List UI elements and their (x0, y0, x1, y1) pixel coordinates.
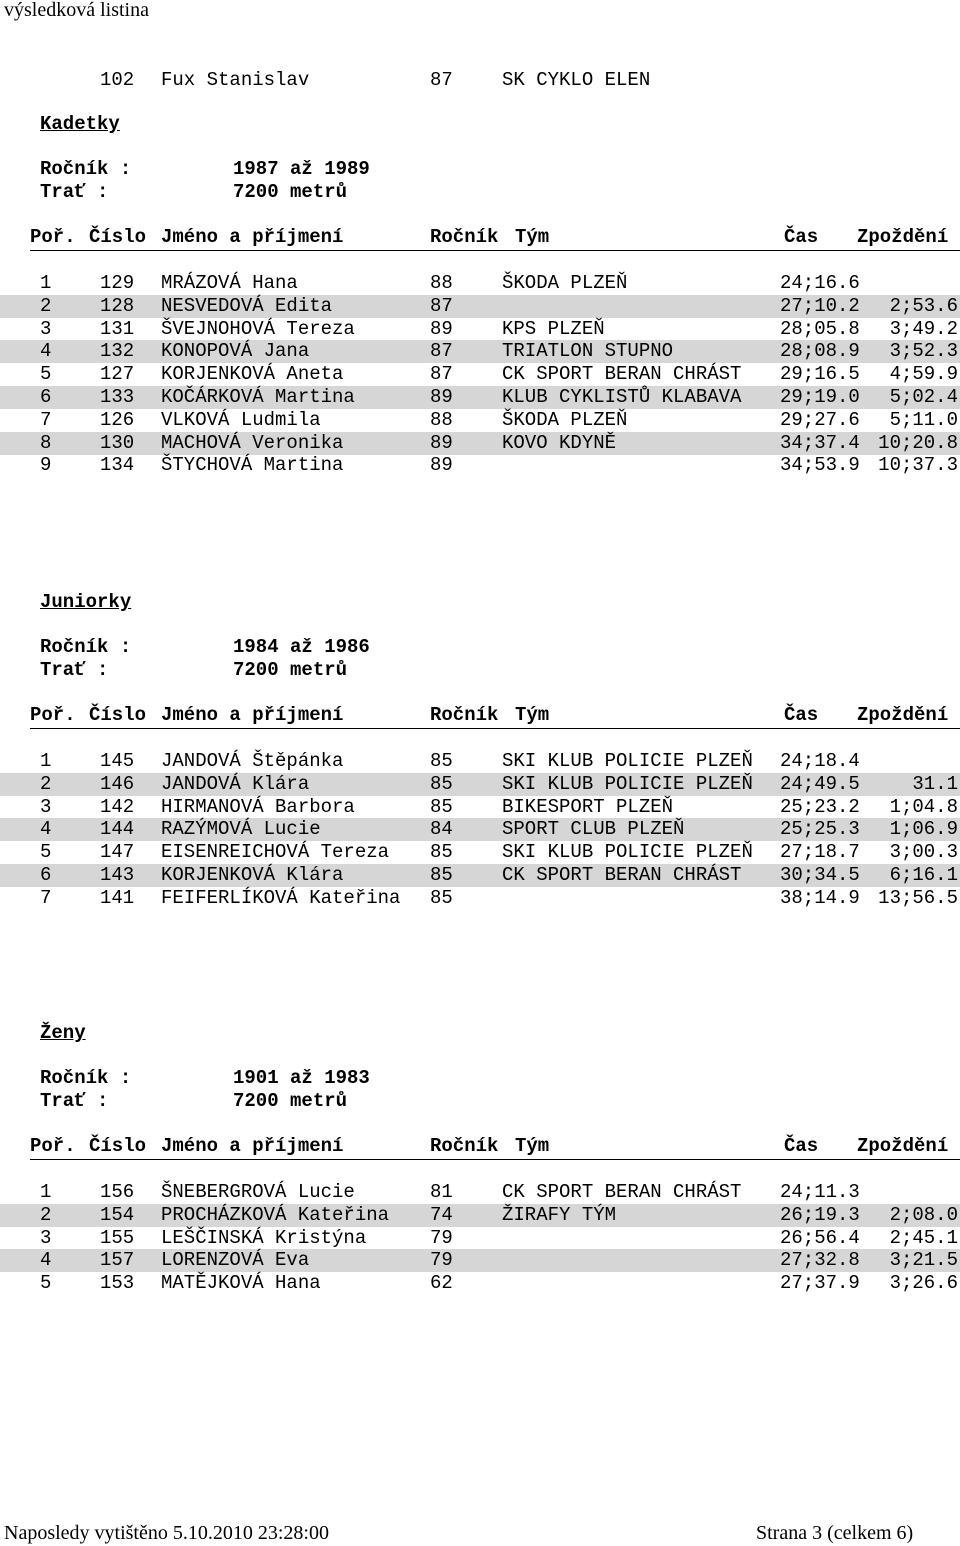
zpozdeni-cell: 5;02.4 (889, 386, 958, 408)
tym-cell: CK SPORT BERAN CHRÁST (502, 1181, 742, 1203)
trat-label: Trať : (40, 659, 109, 681)
rocnik-cell: 89 (430, 317, 453, 340)
cislo-cell: 102 (100, 69, 135, 91)
tym-cell: ŠKODA PLZEŇ (502, 272, 628, 294)
cas-cell: 24;18.4 (780, 750, 860, 772)
table-row (0, 864, 960, 887)
por-cell: 2 (40, 294, 52, 317)
zpozdeni-cell: 5;11.0 (889, 408, 958, 431)
cas-cell: 34;37.4 (780, 431, 860, 454)
rocnik-label: Ročník : (40, 1067, 132, 1089)
header-por: Poř. (30, 704, 76, 726)
rocnik-cell: 89 (430, 431, 453, 454)
cislo-cell: 146 (100, 772, 135, 795)
cas-cell: 29;27.6 (780, 408, 860, 431)
table-row (0, 409, 960, 432)
zpozdeni-cell: 4;59.9 (889, 363, 958, 386)
por-cell: 9 (40, 454, 52, 477)
jmeno-cell: HIRMANOVÁ Barbora (161, 795, 355, 818)
table-row (0, 818, 960, 841)
cas-cell: 24;16.6 (780, 272, 860, 294)
cislo-cell: 134 (100, 454, 135, 477)
table-row (0, 796, 960, 819)
tym-cell: ŽIRAFY TÝM (502, 1203, 617, 1226)
header-jmeno: Jméno a příjmení (161, 1135, 344, 1157)
cislo-cell: 128 (100, 294, 135, 317)
cas-cell: 26;19.3 (780, 1203, 860, 1226)
jmeno-cell: MACHOVÁ Veronika (161, 431, 344, 454)
por-cell: 4 (40, 340, 52, 363)
years-value: 1987 až 1989 (233, 158, 370, 180)
table-row (0, 773, 960, 796)
cas-cell: 28;08.9 (780, 340, 860, 363)
por-cell: 3 (40, 317, 52, 340)
table-row (0, 1204, 960, 1227)
header-tym: Tým (515, 226, 550, 248)
zpozdeni-cell: 2;53.6 (889, 294, 958, 317)
zpozdeni-cell: 3;26.6 (889, 1272, 958, 1295)
rocnik-cell: 87 (430, 363, 453, 386)
cislo-cell: 155 (100, 1226, 135, 1249)
tym-cell: SKI KLUB POLICIE PLZEŇ (502, 772, 753, 795)
jmeno-cell: LEŠČINSKÁ Kristýna (161, 1226, 367, 1249)
por-cell: 5 (40, 841, 52, 864)
table-row (0, 295, 960, 318)
zpozdeni-cell: 1;06.9 (889, 818, 958, 841)
por-cell: 5 (40, 1272, 52, 1295)
carry-over-row (0, 69, 960, 92)
por-cell: 1 (40, 1181, 52, 1203)
cas-cell: 29;16.5 (780, 363, 860, 386)
header-cas: Čas (784, 704, 819, 726)
jmeno-cell: KORJENKOVÁ Aneta (161, 363, 344, 386)
tym-cell: CK SPORT BERAN CHRÁST (502, 363, 742, 386)
column-header-row (30, 1135, 960, 1160)
jmeno-cell: JANDOVÁ Štěpánka (161, 750, 344, 772)
zpozdeni-cell: 6;16.1 (889, 864, 958, 886)
jmeno-cell: FEIFERLÍKOVÁ Kateřina (161, 886, 401, 909)
jmeno-cell: NESVEDOVÁ Edita (161, 294, 333, 317)
rocnik-cell: 88 (430, 272, 453, 294)
tym-cell: BIKESPORT PLZEŇ (502, 795, 674, 818)
cislo-cell: 145 (100, 750, 135, 772)
header-por: Poř. (30, 226, 76, 248)
header-cas: Čas (784, 226, 819, 248)
years-value: 1901 až 1983 (233, 1067, 370, 1089)
por-cell: 2 (40, 772, 52, 795)
jmeno-cell: MATĚJKOVÁ Hana (161, 1272, 321, 1295)
header-jmeno: Jméno a příjmení (161, 704, 344, 726)
page-header: výsledková listina (4, 0, 149, 21)
tym-cell: KPS PLZEŇ (502, 317, 605, 340)
zpozdeni-cell: 3;52.3 (889, 340, 958, 363)
por-cell: 4 (40, 1249, 52, 1272)
zpozdeni-cell: 3;49.2 (889, 317, 958, 340)
cislo-cell: 141 (100, 886, 135, 909)
rocnik-cell: 85 (430, 750, 453, 772)
cas-cell: 24;49.5 (780, 772, 860, 795)
por-cell: 3 (40, 1226, 52, 1249)
jmeno-cell: LORENZOVÁ Eva (161, 1249, 310, 1272)
table-row (0, 887, 960, 910)
zpozdeni-cell: 1;04.8 (889, 795, 958, 818)
cislo-cell: 133 (100, 386, 135, 408)
zpozdeni-cell: 10;37.3 (878, 454, 958, 477)
por-cell: 7 (40, 886, 52, 909)
header-cas: Čas (784, 1135, 819, 1157)
header-cislo: Číslo (89, 704, 147, 726)
por-cell: 7 (40, 408, 52, 431)
table-row (0, 841, 960, 864)
jmeno-cell: VLKOVÁ Ludmila (161, 408, 321, 431)
table-row (0, 1249, 960, 1272)
table-row (0, 363, 960, 386)
por-cell: 1 (40, 750, 52, 772)
cas-cell: 38;14.9 (780, 886, 860, 909)
distance-value: 7200 metrů (233, 659, 348, 681)
trat-label: Trať : (40, 1090, 109, 1112)
cislo-cell: 154 (100, 1203, 135, 1226)
cislo-cell: 129 (100, 272, 135, 294)
table-row (0, 454, 960, 477)
por-cell: 5 (40, 363, 52, 386)
jmeno-cell: RAZÝMOVÁ Lucie (161, 818, 321, 841)
cislo-cell: 156 (100, 1181, 135, 1203)
jmeno-cell: KORJENKOVÁ Klára (161, 864, 344, 886)
tym-cell: CK SPORT BERAN CHRÁST (502, 864, 742, 886)
cislo-cell: 130 (100, 431, 135, 454)
zpozdeni-cell: 31.1 (912, 772, 958, 795)
rocnik-cell: 79 (430, 1226, 453, 1249)
footer-printed: Naposledy vytištěno 5.10.2010 23:28:00 (4, 1522, 329, 1544)
table-row (0, 750, 960, 773)
cislo-cell: 142 (100, 795, 135, 818)
jmeno-cell: KOČÁRKOVÁ Martina (161, 386, 355, 408)
cislo-cell: 144 (100, 818, 135, 841)
distance-value: 7200 metrů (233, 1090, 348, 1112)
cislo-cell: 147 (100, 841, 135, 864)
cas-cell: 26;56.4 (780, 1226, 860, 1249)
zpozdeni-cell: 3;00.3 (889, 841, 958, 864)
header-rocnik: Ročník (430, 704, 499, 726)
header-cislo: Číslo (89, 1135, 147, 1157)
rocnik-cell: 85 (430, 841, 453, 864)
cislo-cell: 132 (100, 340, 135, 363)
rocnik-cell: 87 (430, 340, 453, 363)
header-zpozdeni: Zpoždění (857, 226, 949, 248)
rocnik-cell: 62 (430, 1272, 453, 1295)
rocnik-cell: 87 (430, 69, 453, 91)
por-cell: 1 (40, 272, 52, 294)
cas-cell: 24;11.3 (780, 1181, 860, 1203)
cas-cell: 28;05.8 (780, 317, 860, 340)
cislo-cell: 127 (100, 363, 135, 386)
footer-page-number: Strana 3 (celkem 6) (756, 1522, 914, 1544)
cas-cell: 30;34.5 (780, 864, 860, 886)
rocnik-cell: 84 (430, 818, 453, 841)
tym-cell: ŠKODA PLZEŇ (502, 408, 628, 431)
tym-cell: TRIATLON STUPNO (502, 340, 674, 363)
rocnik-label: Ročník : (40, 158, 132, 180)
por-cell: 4 (40, 818, 52, 841)
distance-value: 7200 metrů (233, 181, 348, 203)
cas-cell: 27;37.9 (780, 1272, 860, 1295)
zpozdeni-cell: 3;21.5 (889, 1249, 958, 1272)
cislo-cell: 126 (100, 408, 135, 431)
jmeno-cell: PROCHÁZKOVÁ Kateřina (161, 1203, 390, 1226)
jmeno-cell: ŠTYCHOVÁ Martina (161, 454, 344, 477)
cas-cell: 27;18.7 (780, 841, 860, 864)
header-rocnik: Ročník (430, 1135, 499, 1157)
header-zpozdeni: Zpoždění (857, 704, 949, 726)
cislo-cell: 143 (100, 864, 135, 886)
rocnik-cell: 87 (430, 294, 453, 317)
jmeno-cell: ŠVEJNOHOVÁ Tereza (161, 317, 355, 340)
column-header-row (30, 704, 960, 729)
jmeno-cell: ŠNEBERGROVÁ Lucie (161, 1181, 355, 1203)
rocnik-cell: 85 (430, 772, 453, 795)
table-row (0, 340, 960, 363)
header-jmeno: Jméno a příjmení (161, 226, 344, 248)
rocnik-cell: 89 (430, 386, 453, 408)
trat-label: Trať : (40, 181, 109, 203)
years-value: 1984 až 1986 (233, 636, 370, 658)
jmeno-cell: MRÁZOVÁ Hana (161, 272, 298, 294)
zpozdeni-cell: 2;45.1 (889, 1226, 958, 1249)
por-cell: 6 (40, 386, 52, 408)
rocnik-cell: 79 (430, 1249, 453, 1272)
jmeno-cell: EISENREICHOVÁ Tereza (161, 841, 390, 864)
table-row (0, 1272, 960, 1295)
table-row (0, 1227, 960, 1250)
zpozdeni-cell: 10;20.8 (878, 431, 958, 454)
cas-cell: 27;10.2 (780, 294, 860, 317)
rocnik-cell: 85 (430, 864, 453, 886)
column-header-row (30, 226, 960, 251)
jmeno-cell: KONOPOVÁ Jana (161, 340, 310, 363)
tym-cell: SKI KLUB POLICIE PLZEŇ (502, 750, 753, 772)
rocnik-cell: 85 (430, 886, 453, 909)
rocnik-cell: 74 (430, 1203, 453, 1226)
jmeno-cell: JANDOVÁ Klára (161, 772, 310, 795)
tym-cell: SK CYKLO ELEN (502, 69, 651, 91)
cislo-cell: 153 (100, 1272, 135, 1295)
cas-cell: 34;53.9 (780, 454, 860, 477)
tym-cell: SPORT CLUB PLZEŇ (502, 818, 685, 841)
cislo-cell: 131 (100, 317, 135, 340)
por-cell: 6 (40, 864, 52, 886)
rocnik-label: Ročník : (40, 636, 132, 658)
jmeno-cell: Fux Stanislav (161, 69, 310, 91)
section-title: Ženy (40, 1022, 86, 1044)
header-tym: Tým (515, 704, 550, 726)
rocnik-cell: 81 (430, 1181, 453, 1203)
table-row (0, 432, 960, 455)
cas-cell: 29;19.0 (780, 386, 860, 408)
tym-cell: KLUB CYKLISTŮ KLABAVA (502, 386, 742, 408)
por-cell: 2 (40, 1203, 52, 1226)
header-cislo: Číslo (89, 226, 147, 248)
cas-cell: 25;25.3 (780, 818, 860, 841)
por-cell: 3 (40, 795, 52, 818)
rocnik-cell: 85 (430, 795, 453, 818)
header-rocnik: Ročník (430, 226, 499, 248)
tym-cell: SKI KLUB POLICIE PLZEŇ (502, 841, 753, 864)
por-cell: 8 (40, 431, 52, 454)
cas-cell: 27;32.8 (780, 1249, 860, 1272)
section-title: Juniorky (40, 591, 132, 613)
tym-cell: KOVO KDYNĚ (502, 431, 617, 454)
header-por: Poř. (30, 1135, 76, 1157)
header-tym: Tým (515, 1135, 550, 1157)
rocnik-cell: 89 (430, 454, 453, 477)
table-row (0, 318, 960, 341)
table-row (0, 386, 960, 409)
table-row (0, 1181, 960, 1204)
cas-cell: 25;23.2 (780, 795, 860, 818)
section-title: Kadetky (40, 113, 120, 135)
zpozdeni-cell: 2;08.0 (889, 1203, 958, 1226)
cislo-cell: 157 (100, 1249, 135, 1272)
zpozdeni-cell: 13;56.5 (878, 886, 958, 909)
rocnik-cell: 88 (430, 408, 453, 431)
table-row (0, 272, 960, 295)
header-zpozdeni: Zpoždění (857, 1135, 949, 1157)
